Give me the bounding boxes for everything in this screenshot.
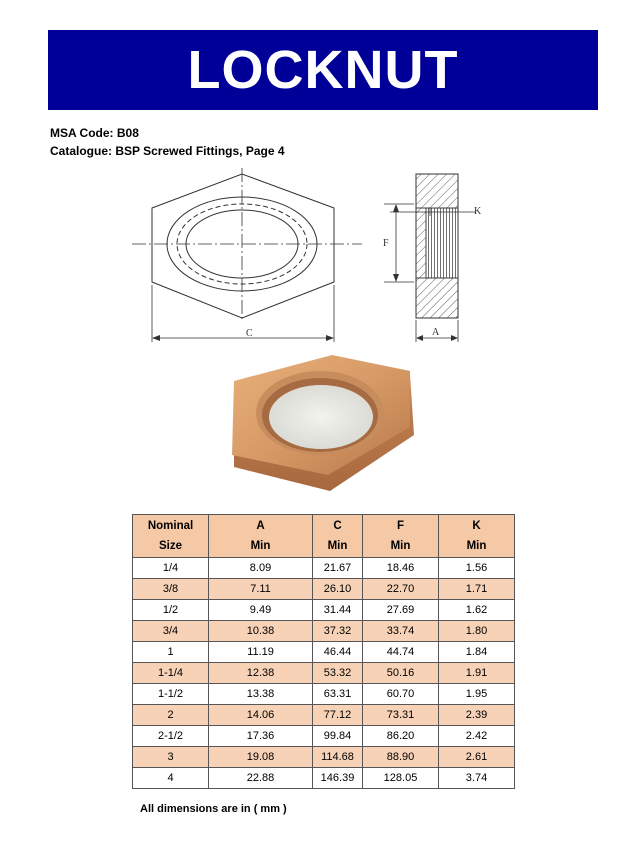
dimension-label-c: C — [246, 328, 253, 339]
cell-size: 1 — [133, 642, 209, 663]
cell-a: 22.88 — [209, 768, 313, 789]
cell-k: 1.95 — [439, 684, 515, 705]
cell-size: 3 — [133, 747, 209, 768]
dimension-label-a: A — [432, 327, 440, 338]
cell-a: 12.38 — [209, 663, 313, 684]
header-c: C Min — [313, 515, 363, 558]
cell-size: 2-1/2 — [133, 726, 209, 747]
cell-a: 7.11 — [209, 579, 313, 600]
table-row — [133, 621, 515, 642]
side-view — [383, 174, 482, 342]
cell-f: 60.70 — [363, 684, 439, 705]
catalogue-reference: Catalogue: BSP Screwed Fittings, Page 4 — [50, 144, 285, 158]
cell-a: 9.49 — [209, 600, 313, 621]
cell-f: 18.46 — [363, 558, 439, 579]
cell-size: 1-1/4 — [133, 663, 209, 684]
cell-a: 10.38 — [209, 621, 313, 642]
table-row — [133, 684, 515, 705]
cell-c: 46.44 — [313, 642, 363, 663]
cell-f: 128.05 — [363, 768, 439, 789]
cell-c: 99.84 — [313, 726, 363, 747]
cell-k: 2.61 — [439, 747, 515, 768]
cell-f: 73.31 — [363, 705, 439, 726]
cell-a: 17.36 — [209, 726, 313, 747]
cell-size: 1-1/2 — [133, 684, 209, 705]
cell-f: 50.16 — [363, 663, 439, 684]
cell-size: 1/2 — [133, 600, 209, 621]
cell-c: 53.32 — [313, 663, 363, 684]
cell-c: 37.32 — [313, 621, 363, 642]
header-a: A Min — [209, 515, 313, 558]
header-nominal-size: Nominal Size — [133, 515, 209, 558]
cell-f: 86.20 — [363, 726, 439, 747]
table-row — [133, 642, 515, 663]
table-row — [133, 663, 515, 684]
cell-a: 13.38 — [209, 684, 313, 705]
cell-k: 1.62 — [439, 600, 515, 621]
cell-f: 88.90 — [363, 747, 439, 768]
msa-code: MSA Code: B08 — [50, 126, 139, 140]
dimension-label-k: K — [474, 206, 482, 217]
table-row — [133, 600, 515, 621]
technical-drawing — [130, 168, 500, 348]
units-note: All dimensions are in ( mm ) — [140, 803, 287, 815]
locknut-photo — [220, 355, 420, 495]
cell-k: 1.56 — [439, 558, 515, 579]
header-k: K Min — [439, 515, 515, 558]
cell-a: 14.06 — [209, 705, 313, 726]
cell-k: 3.74 — [439, 768, 515, 789]
cell-k: 1.71 — [439, 579, 515, 600]
cell-a: 8.09 — [209, 558, 313, 579]
cell-c: 77.12 — [313, 705, 363, 726]
cell-k: 2.42 — [439, 726, 515, 747]
cell-c: 21.67 — [313, 558, 363, 579]
cell-k: 1.80 — [439, 621, 515, 642]
cell-f: 27.69 — [363, 600, 439, 621]
cell-size: 1/4 — [133, 558, 209, 579]
front-view — [132, 168, 362, 342]
cell-f: 33.74 — [363, 621, 439, 642]
cell-c: 31.44 — [313, 600, 363, 621]
table-row — [133, 705, 515, 726]
cell-c: 146.39 — [313, 768, 363, 789]
cell-k: 1.91 — [439, 663, 515, 684]
table-row — [133, 579, 515, 600]
table-header-row — [133, 515, 515, 558]
dimensions-table — [132, 514, 515, 789]
cell-c: 26.10 — [313, 579, 363, 600]
table-row — [133, 726, 515, 747]
table-row — [133, 747, 515, 768]
dimension-label-f: F — [383, 238, 389, 249]
cell-c: 114.68 — [313, 747, 363, 768]
cell-c: 63.31 — [313, 684, 363, 705]
cell-size: 2 — [133, 705, 209, 726]
page-title: LOCKNUT — [187, 40, 459, 100]
cell-k: 2.39 — [439, 705, 515, 726]
cell-a: 19.08 — [209, 747, 313, 768]
cell-k: 1.84 — [439, 642, 515, 663]
cell-f: 44.74 — [363, 642, 439, 663]
table-row — [133, 768, 515, 789]
cell-size: 3/4 — [133, 621, 209, 642]
cell-size: 4 — [133, 768, 209, 789]
cell-a: 11.19 — [209, 642, 313, 663]
cell-size: 3/8 — [133, 579, 209, 600]
header-f: F Min — [363, 515, 439, 558]
cell-f: 22.70 — [363, 579, 439, 600]
title-banner — [48, 30, 598, 110]
table-row — [133, 558, 515, 579]
